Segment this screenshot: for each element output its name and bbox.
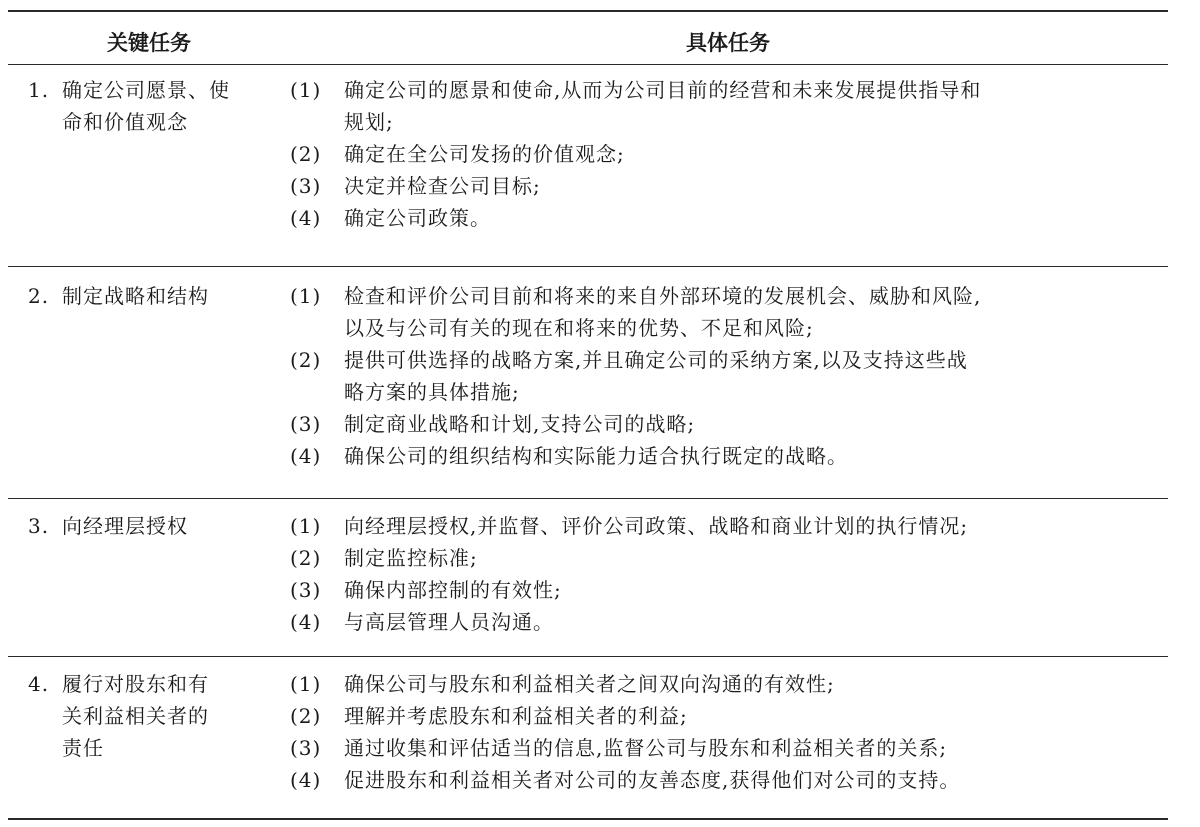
task-item	[290, 170, 1170, 202]
task-item	[290, 764, 1170, 796]
item-marker: (2)	[290, 546, 322, 570]
header-specific-tasks: 具体任务	[686, 31, 770, 55]
task-item	[290, 202, 1170, 234]
item-text: 向经理层授权,并监督、评价公司政策、战略和商业计划的执行情况;	[344, 514, 969, 538]
task-item	[290, 700, 1170, 732]
item-text: 促进股东和利益相关者对公司的友善态度,获得他们对公司的支持。	[344, 768, 961, 792]
key-task-text: 履行对股东和有	[62, 672, 209, 696]
task-item	[290, 542, 1170, 574]
key-task-text: 向经理层授权	[62, 514, 188, 538]
key-task-text: 确定公司愿景、使	[62, 78, 230, 102]
item-marker: (4)	[290, 610, 322, 634]
item-text: 制定商业战略和计划,支持公司的战略;	[344, 412, 696, 436]
item-marker: (1)	[290, 672, 322, 696]
header-bottom-rule	[8, 64, 1168, 65]
item-text: 确定公司政策。	[344, 206, 491, 230]
specific-tasks-cell	[290, 510, 1170, 638]
specific-tasks-cell	[290, 668, 1170, 796]
item-text: 理解并考虑股东和利益相关者的利益;	[344, 704, 688, 728]
item-marker: (2)	[290, 348, 322, 372]
key-task-text: 责任	[62, 736, 104, 760]
row-number: 1.	[28, 78, 50, 102]
item-marker: (3)	[290, 736, 322, 760]
item-text: 制定监控标准;	[344, 546, 478, 570]
item-marker: (3)	[290, 174, 322, 198]
key-task-text: 命和价值观念	[62, 110, 188, 134]
task-item	[290, 280, 1170, 344]
key-task-cell	[28, 74, 270, 138]
row-number: 2.	[28, 284, 50, 308]
task-item	[290, 408, 1170, 440]
key-task-text: 制定战略和结构	[62, 284, 209, 308]
row-divider	[8, 266, 1168, 267]
row-divider	[8, 656, 1168, 657]
item-text: 确定在全公司发扬的价值观念;	[344, 142, 625, 166]
item-marker: (4)	[290, 768, 322, 792]
item-marker: (2)	[290, 704, 322, 728]
task-item	[290, 574, 1170, 606]
item-marker: (1)	[290, 78, 322, 102]
item-text: 通过收集和评估适当的信息,监督公司与股东和利益相关者的关系;	[344, 736, 948, 760]
item-text: 以及与公司有关的现在和将来的优势、不足和风险;	[344, 316, 814, 340]
task-item	[290, 668, 1170, 700]
item-marker: (1)	[290, 284, 322, 308]
key-task-cell	[28, 280, 270, 312]
table-header	[0, 14, 1200, 66]
task-item	[290, 440, 1170, 472]
item-text: 确保公司与股东和利益相关者之间双向沟通的有效性;	[344, 672, 835, 696]
item-marker: (4)	[290, 206, 322, 230]
task-item	[290, 138, 1170, 170]
item-marker: (3)	[290, 578, 322, 602]
row-number: 3.	[28, 514, 50, 538]
specific-tasks-cell	[290, 74, 1170, 234]
task-item	[290, 344, 1170, 408]
item-text: 确定公司的愿景和使命,从而为公司目前的经营和未来发展提供指导和	[344, 78, 982, 102]
item-text: 检查和评价公司目前和将来的来自外部环境的发展机会、威胁和风险,	[344, 284, 982, 308]
task-item	[290, 732, 1170, 764]
item-marker: (3)	[290, 412, 322, 436]
item-text: 确保公司的组织结构和实际能力适合执行既定的战略。	[344, 444, 848, 468]
item-marker: (1)	[290, 514, 322, 538]
item-marker: (2)	[290, 142, 322, 166]
key-task-cell	[28, 668, 270, 764]
task-item	[290, 606, 1170, 638]
table-bottom-rule	[8, 818, 1168, 820]
item-text: 提供可供选择的战略方案,并且确定公司的采纳方案,以及支持这些战	[344, 348, 968, 372]
row-divider	[8, 498, 1168, 499]
key-task-cell	[28, 510, 270, 542]
header-key-task: 关键任务	[107, 31, 191, 55]
task-item	[290, 74, 1170, 138]
item-text: 规划;	[344, 110, 394, 134]
item-text: 与高层管理人员沟通。	[344, 610, 554, 634]
item-marker: (4)	[290, 444, 322, 468]
specific-tasks-cell	[290, 280, 1170, 472]
item-text: 决定并检查公司目标;	[344, 174, 541, 198]
task-item	[290, 510, 1170, 542]
row-number: 4.	[28, 672, 50, 696]
table-top-rule	[8, 10, 1168, 12]
item-text: 略方案的具体措施;	[344, 380, 520, 404]
key-task-text: 关利益相关者的	[62, 704, 209, 728]
item-text: 确保内部控制的有效性;	[344, 578, 562, 602]
